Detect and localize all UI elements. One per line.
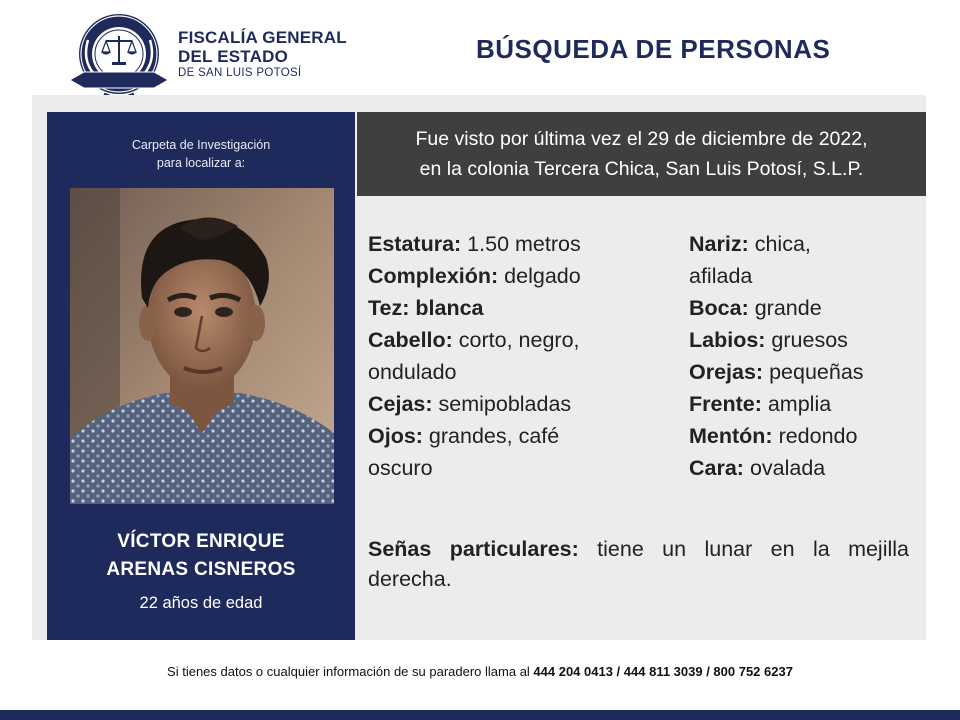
trait-frente xyxy=(689,388,919,420)
trait-value: pequeñas xyxy=(763,360,864,384)
trait-orejas xyxy=(689,356,919,388)
traits-right-column xyxy=(689,228,919,484)
case-label-line-2: para localizar a: xyxy=(156,156,246,170)
case-label xyxy=(47,136,355,172)
trait-value: gruesos xyxy=(765,328,848,352)
trait-tez xyxy=(368,292,668,324)
trait-value: corto, negro, ondulado xyxy=(368,328,580,384)
last-seen-text xyxy=(357,124,926,184)
person-age: 22 años de edad xyxy=(139,594,263,612)
trait-value: 1.50 metros xyxy=(461,232,581,256)
header xyxy=(0,0,960,95)
trait-cejas xyxy=(368,388,668,420)
trait-value: grandes, café oscuro xyxy=(368,424,560,480)
person-name xyxy=(47,528,355,584)
person-name-line-2: ARENAS CISNEROS xyxy=(106,559,296,580)
trait-value: blanca xyxy=(409,296,484,320)
organization-name xyxy=(178,28,347,81)
trait-label: Labios: xyxy=(689,328,766,352)
trait-label: Nariz: xyxy=(689,232,749,256)
trait-label: Cejas: xyxy=(368,392,433,416)
page-title: BÚSQUEDA DE PERSONAS xyxy=(476,34,831,64)
traits-left-column xyxy=(368,228,668,484)
trait-label: Cara: xyxy=(689,456,744,480)
footer-phones: 444 204 0413 / 444 811 3039 / 800 752 6237 xyxy=(533,664,793,679)
trait-labios xyxy=(689,324,919,356)
trait-label: Mentón: xyxy=(689,424,773,448)
trait-value: grande xyxy=(748,296,822,320)
org-line-3: DE SAN LUIS POTOSÍ xyxy=(178,67,302,79)
trait-label: Complexión: xyxy=(368,264,499,288)
trait-boca xyxy=(689,292,919,324)
trait-label: Boca: xyxy=(689,296,749,320)
last-seen-box xyxy=(357,112,926,196)
trait-value: ovalada xyxy=(743,456,826,480)
trait-estatura xyxy=(368,228,668,260)
marks-value: tiene un lunar en la mejilla derecha. xyxy=(368,537,909,591)
footer-text: Si tienes datos o cualquier información de su paradero llama al xyxy=(167,664,534,679)
trait-menton xyxy=(689,420,919,452)
person-photo xyxy=(70,188,334,504)
distinguishing-marks xyxy=(368,534,909,594)
physical-description xyxy=(357,196,926,640)
case-label-line-1: Carpeta de Investigación xyxy=(131,138,271,152)
trait-value: chica, afilada xyxy=(689,232,811,288)
trait-label: Ojos: xyxy=(368,424,423,448)
trait-label: Cabello: xyxy=(368,328,453,352)
trait-value: delgado xyxy=(498,264,581,288)
last-seen-line-2: en la colonia Tercera Chica, San Luis Potosí, S.L.P. xyxy=(419,158,864,180)
fiscalia-seal-logo xyxy=(64,10,174,105)
org-line-2: DEL ESTADO xyxy=(178,47,288,66)
bottom-bar xyxy=(0,710,960,720)
contact-footer xyxy=(0,664,960,679)
trait-label: Estatura: xyxy=(368,232,462,256)
trait-cabello xyxy=(368,324,668,388)
org-line-1: FISCALÍA GENERAL xyxy=(178,28,347,47)
person-name-line-1: VÍCTOR ENRIQUE xyxy=(117,531,285,552)
marks-label: Señas particulares: xyxy=(368,537,579,561)
trait-value: semipobladas xyxy=(432,392,572,416)
person-panel xyxy=(47,112,355,640)
trait-value: amplia xyxy=(761,392,832,416)
trait-label: Tez: xyxy=(368,296,410,320)
trait-cara xyxy=(689,452,919,484)
trait-value: redondo xyxy=(772,424,858,448)
trait-label: Orejas: xyxy=(689,360,764,384)
trait-complexion xyxy=(368,260,668,292)
trait-label: Frente: xyxy=(689,392,762,416)
trait-nariz xyxy=(689,228,859,292)
trait-ojos xyxy=(368,420,568,484)
last-seen-line-1: Fue visto por última vez el 29 de diciembre de 2022, xyxy=(415,128,868,150)
